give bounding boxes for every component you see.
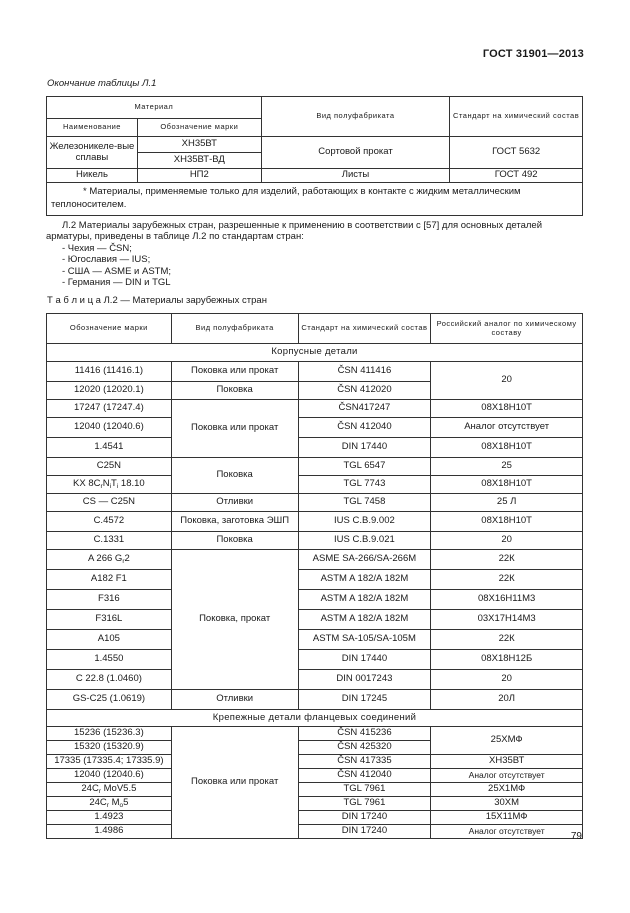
- cell-grade: GS-C25 (1.0619): [47, 690, 172, 710]
- subscript: r: [106, 801, 109, 809]
- cell-semi: Поковка или прокат: [171, 362, 298, 382]
- cell-grade: 17335 (17335.4; 17335.9): [47, 755, 172, 769]
- subscript: i: [109, 482, 112, 490]
- table-l1-end: [46, 96, 583, 216]
- grade-part: KX 8C: [73, 477, 101, 489]
- cell-semi: Поковка или прокат: [171, 400, 298, 458]
- header-grade: Обозначение марки: [137, 119, 261, 137]
- cell-rus: 08Х16Н11М3: [431, 590, 583, 610]
- header-semi: Вид полуфабриката: [171, 314, 298, 344]
- cell-grade: C25N: [47, 458, 172, 476]
- grade-part: 2: [124, 552, 130, 564]
- cell-std: ГОСТ 5632: [450, 137, 583, 169]
- cell-name: Никель: [47, 169, 138, 183]
- footnote: [47, 183, 583, 216]
- cell-rus: 22К: [431, 570, 583, 590]
- grade-part: T: [111, 477, 117, 489]
- cell-rus: 20: [431, 670, 583, 690]
- header-std: Стандарт на химический состав: [450, 97, 583, 137]
- cell-rus: 08Х18Н10Т: [431, 512, 583, 532]
- cell-std: DIN 17240: [298, 811, 431, 825]
- cell-semi: Поковка: [171, 532, 298, 550]
- cell-grade: CS — C25N: [47, 494, 172, 512]
- cell-semi: Поковка, заготовка ЭШП: [171, 512, 298, 532]
- cell-rus: Аналог отсутствует: [431, 825, 583, 839]
- cell-grade: 15320 (15320.9): [47, 741, 172, 755]
- cell-grade: C 22.8 (1.0460): [47, 670, 172, 690]
- cell-rus: 20Л: [431, 690, 583, 710]
- cell-semi: Отливки: [171, 494, 298, 512]
- cell-std: TGL 6547: [298, 458, 431, 476]
- cell-rus: 08Х18Н10Т: [431, 438, 583, 458]
- cell-rus: 08Х18Н12Б: [431, 650, 583, 670]
- cell-rus: 08Х18Н10Т: [431, 476, 583, 494]
- list-item: - Югославия — IUS;: [62, 254, 151, 266]
- cell-grade: 1.4986: [47, 825, 172, 839]
- cell-rus: 22К: [431, 550, 583, 570]
- cell-rus: 22К: [431, 630, 583, 650]
- list-item: - США — ASME и ASTM;: [62, 265, 172, 277]
- cell-rus: 30ХМ: [431, 797, 583, 811]
- cell-rus: 15Х11МФ: [431, 811, 583, 825]
- cell-semi: Поковка или прокат: [171, 727, 298, 839]
- cell-std: TGL 7743: [298, 476, 431, 494]
- list-item: - Чехия — ČSN;: [62, 242, 132, 254]
- cell-grade: C.1331: [47, 532, 172, 550]
- cell-grade: ХН35ВТ-ВД: [137, 153, 261, 169]
- subscript: r: [122, 557, 125, 565]
- cell-std: ČSN 417335: [298, 755, 431, 769]
- cell-rus: ХН35ВТ: [431, 755, 583, 769]
- standard-header: ГОСТ 31901—2013: [482, 48, 584, 60]
- cell-std: ČSN417247: [298, 400, 431, 418]
- grade-part: M: [108, 796, 120, 808]
- cell-semi: Поковка, прокат: [171, 550, 298, 690]
- cell-std: IUS C.B.9.021: [298, 532, 431, 550]
- cell-std: ASME SA-266/SA-266M: [298, 550, 431, 570]
- cell-semi: Сортовой прокат: [261, 137, 450, 169]
- cell-semi: Листы: [261, 169, 450, 183]
- cell-std: DIN 17245: [298, 690, 431, 710]
- cell-std: TGL 7458: [298, 494, 431, 512]
- subscript: o: [119, 801, 124, 809]
- cell-grade: 1.4550: [47, 650, 172, 670]
- cell-std: DIN 17440: [298, 650, 431, 670]
- cell-std: TGL 7961: [298, 797, 431, 811]
- subscript: r: [98, 787, 101, 795]
- cell-grade: 12040 (12040.6): [47, 418, 172, 438]
- section-row: Крепежные детали фланцевых соединений: [47, 710, 583, 727]
- cell-grade: F316: [47, 590, 172, 610]
- subscript: r: [100, 482, 103, 490]
- list-item: - Германия — DIN и TGL: [62, 276, 171, 288]
- cell-std: ASTM A 182/A 182M: [298, 590, 431, 610]
- grade-part: 24C: [89, 796, 107, 808]
- cell-grade: [47, 783, 172, 797]
- grade-part: A 266 G: [87, 552, 123, 564]
- cell-std: ČSN 412040: [298, 418, 431, 438]
- cell-std: ČSN 411416: [298, 362, 431, 382]
- cell-std: ASTM A 182/A 182M: [298, 610, 431, 630]
- cell-grade: 11416 (11416.1): [47, 362, 172, 382]
- grade-part: 24C: [81, 782, 99, 794]
- cell-rus: 03Х17Н14М3: [431, 610, 583, 630]
- cell-std: ГОСТ 492: [450, 169, 583, 183]
- subscript: i: [116, 482, 119, 490]
- table1-caption: Окончание таблицы Л.1: [47, 78, 157, 89]
- cell-std: IUS C.B.9.002: [298, 512, 431, 532]
- cell-grade: [47, 797, 172, 811]
- cell-grade: F316L: [47, 610, 172, 630]
- cell-semi: Отливки: [171, 690, 298, 710]
- cell-std: ČSN 425320: [298, 741, 431, 755]
- header-std: Стандарт на химический состав: [298, 314, 431, 344]
- cell-std: ASTM A 182/A 182M: [298, 570, 431, 590]
- cell-name: Железоникеле-вые сплавы: [47, 137, 138, 169]
- header-material: Материал: [47, 97, 262, 119]
- section-l2-text: [46, 220, 586, 288]
- grade-part: MoV5.5: [100, 782, 137, 794]
- grade-part: N: [102, 477, 110, 489]
- paragraph: Л.2 Материалы зарубежных стран, разрешенные к применению в соответствии с [57] для основных деталей арматуры, приведены в таблице Л.2 по стандартам стран:: [46, 220, 543, 243]
- cell-rus: 25: [431, 458, 583, 476]
- cell-grade: 1.4923: [47, 811, 172, 825]
- header-semi: Вид полуфабриката: [261, 97, 450, 137]
- cell-grade: 1.4541: [47, 438, 172, 458]
- cell-rus: 08Х18Н10Т: [431, 400, 583, 418]
- cell-grade: A182 F1: [47, 570, 172, 590]
- footnote-text: * Материалы, применяемые только для изделий, работающих в контакте с жидким металлическим теплоносителем.: [51, 186, 521, 211]
- cell-grade: 15236 (15236.3): [47, 727, 172, 741]
- cell-grade: [47, 550, 172, 570]
- cell-rus: 20: [431, 362, 583, 400]
- cell-rus: 25 Л: [431, 494, 583, 512]
- grade-part: 18.10: [118, 477, 145, 489]
- page-number: 79: [570, 831, 582, 842]
- cell-std: ASTM SA-105/SA-105M: [298, 630, 431, 650]
- cell-rus: Аналог отсутствует: [431, 418, 583, 438]
- cell-rus: 25Х1МФ: [431, 783, 583, 797]
- cell-grade: 17247 (17247.4): [47, 400, 172, 418]
- cell-grade: ХН35ВТ: [137, 137, 261, 153]
- cell-rus: 25ХМФ: [431, 727, 583, 755]
- table2-caption: Т а б л и ц а Л.2 — Материалы зарубежных стран: [47, 295, 267, 306]
- grade-part: 5: [123, 796, 129, 808]
- cell-std: TGL 7961: [298, 783, 431, 797]
- header-grade: Обозначение марки: [47, 314, 172, 344]
- cell-std: DIN 0017243: [298, 670, 431, 690]
- cell-std: ČSN 412020: [298, 382, 431, 400]
- cell-grade: НП2: [137, 169, 261, 183]
- header-name: Наименование: [47, 119, 138, 137]
- section-row: Корпусные детали: [47, 344, 583, 362]
- cell-std: DIN 17240: [298, 825, 431, 839]
- table-l2: [46, 313, 583, 839]
- cell-semi: Поковка: [171, 382, 298, 400]
- cell-grade: 12040 (12040.6): [47, 769, 172, 783]
- cell-std: ČSN 415236: [298, 727, 431, 741]
- cell-rus: 20: [431, 532, 583, 550]
- cell-grade: [47, 476, 172, 494]
- cell-std: ČSN 412040: [298, 769, 431, 783]
- cell-grade: A105: [47, 630, 172, 650]
- cell-grade: C.4572: [47, 512, 172, 532]
- cell-semi: Поковка: [171, 458, 298, 494]
- header-rus: Российский аналог по химическому составу: [431, 314, 583, 344]
- cell-rus: Аналог отсутствует: [431, 769, 583, 783]
- cell-std: DIN 17440: [298, 438, 431, 458]
- cell-grade: 12020 (12020.1): [47, 382, 172, 400]
